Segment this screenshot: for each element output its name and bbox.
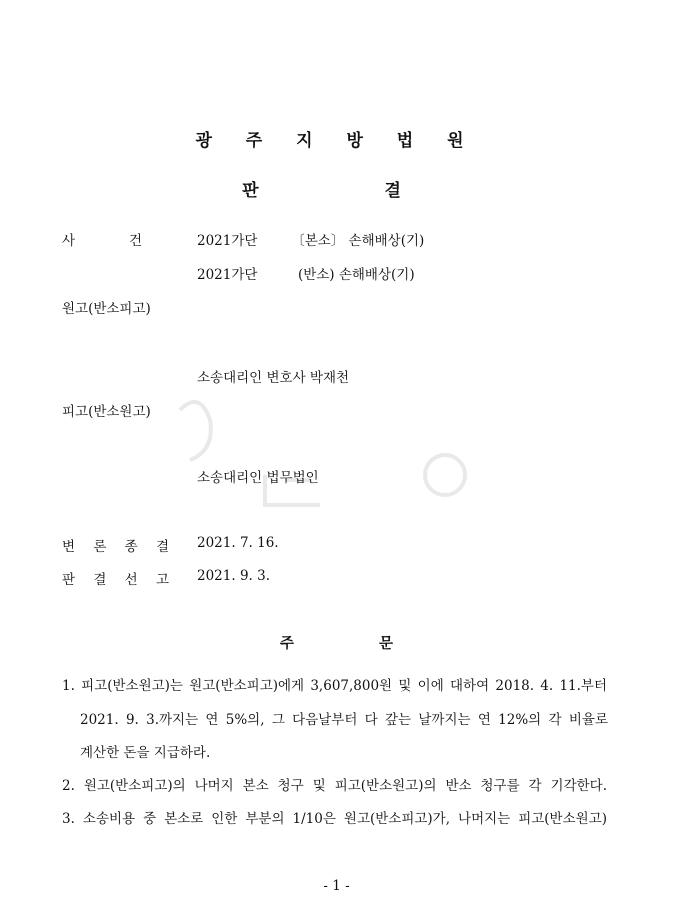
case-label: [62, 229, 142, 249]
pronounce-label: 판 결 선 고: [62, 572, 177, 588]
document-title: 판 결: [242, 181, 461, 201]
defendant-label: 피고(반소원고): [62, 404, 151, 420]
case-number-main: 2021가단 〔본소〕 손해배상(기): [197, 233, 425, 249]
page-number: - 1 -: [323, 878, 350, 894]
order-title: 주 문: [279, 635, 434, 652]
watermark-seal: [170, 380, 490, 530]
defendant-agent: 소송대리인 법무법인: [197, 470, 319, 486]
plaintiff-agent: 소송대리인 변호사 박재천: [197, 370, 350, 386]
hearing-date: 2021. 7. 16.: [197, 535, 279, 551]
hearing-label: 변 론 종 결: [62, 539, 177, 555]
order-item-3: 3. 소송비용 중 본소로 인한 부분의 1/10은 원고(반소피고)가, 나머지는 피고(반소원고): [62, 811, 607, 827]
pronounce-date: 2021. 9. 3.: [197, 568, 270, 584]
case-label-right: 건: [128, 233, 142, 249]
order-item-1-line-1: 1. 피고(반소원고)는 원고(반소피고)에게 3,607,800원 및 이에 대하여 2018. 4. 11.부터: [62, 678, 607, 694]
court-name: 광 주 지 방 법 원: [195, 131, 478, 151]
order-item-2: 2. 원고(반소피고)의 나머지 본소 청구 및 피고(반소원고)의 반소 청구를 각 기각한다.: [62, 778, 607, 794]
case-number-counter: 2021가단 (반소) 손해배상(기): [197, 267, 415, 283]
order-item-1-line-3: 계산한 돈을 지급하라.: [80, 745, 211, 761]
plaintiff-label: 원고(반소피고): [62, 301, 151, 317]
case-label-left: 사: [62, 233, 76, 249]
order-item-1-line-2: 2021. 9. 3.까지는 연 5%의, 그 다음날부터 다 갚는 날까지는 연 12%의 각 비율로: [80, 712, 608, 728]
